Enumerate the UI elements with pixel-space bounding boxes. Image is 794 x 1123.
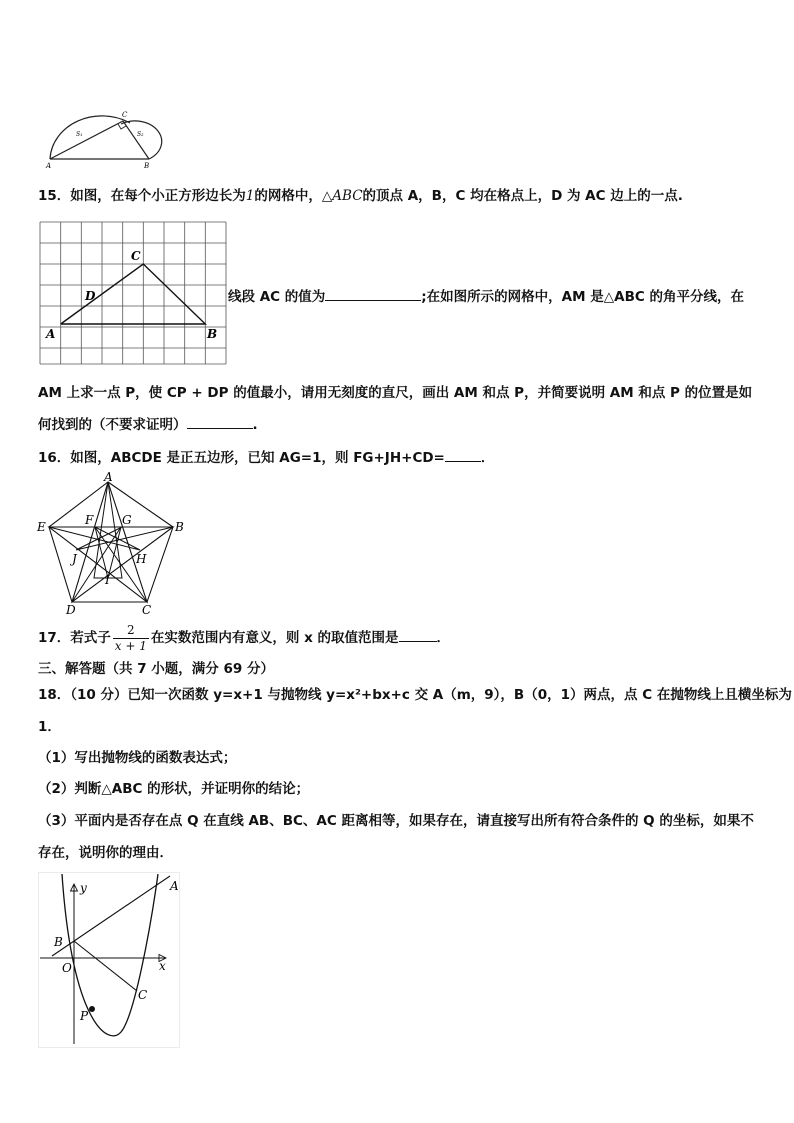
q18-part1: （1）写出抛物线的函数表达式； bbox=[38, 750, 237, 766]
q15-line1: 15．如图，在每个小正方形边长为1的网格中，△ABC的顶点 A，B，C 均在格点上，D 为 AC 边上的一点. bbox=[38, 188, 683, 204]
grid-label-b: B bbox=[207, 327, 218, 341]
answer-blank-q16[interactable] bbox=[445, 447, 481, 462]
q16-text: 16．如图，ABCDE 是正五边形，已知 AG=1，则 FG+JH+CD= ． bbox=[38, 447, 494, 467]
pent-label-j: J bbox=[72, 552, 77, 566]
q18-part3-line1: （3）平面内是否存在点 Q 在直线 AB、BC、AC 距离相等，如果存在，请直接写出所有符合条件的 Q 的坐标，如果不 bbox=[38, 813, 754, 829]
q15-line2: 线段 AC 的值为 ;在如图所示的网格中，AM 是△ABC 的角平分线，在 bbox=[228, 286, 744, 306]
section-heading: 三、解答题（共 7 小题，满分 69 分） bbox=[38, 661, 274, 677]
pent-label-b: B bbox=[175, 520, 184, 534]
q17-fraction: $\frac{2}{x + 1}$ bbox=[114, 622, 147, 653]
q17-text: 17．若式子 $\frac{2}{x + 1}$ 在实数范围内有意义，则 x 的取值范围是 ． bbox=[38, 622, 450, 653]
grid-label-d: D bbox=[85, 289, 96, 303]
fig14-label-c: C bbox=[122, 111, 128, 119]
semicircle-figure bbox=[38, 90, 168, 170]
parabola-figure bbox=[38, 872, 180, 1048]
grid-label-c: C bbox=[131, 249, 141, 263]
q18-line1: 18．（10 分）已知一次函数 y=x+1 与抛物线 y=x²+bx+c 交 A（m，9），B（0，1）两点，点 C 在抛物线上且横坐标为 bbox=[38, 687, 792, 703]
pent-label-e: E bbox=[37, 520, 46, 534]
fig14-label-b: B bbox=[144, 162, 150, 170]
q15-line4: 何找到的（不要求证明） . bbox=[38, 414, 258, 434]
fig14-label-s2: S₂ bbox=[137, 131, 144, 138]
coord-label-c: C bbox=[138, 988, 148, 1002]
coord-label-x: x bbox=[159, 959, 166, 973]
q18-part2: （2）判断△ABC 的形状，并证明你的结论； bbox=[38, 781, 310, 797]
q18-part3-line2: 存在，说明你的理由． bbox=[38, 845, 173, 861]
pent-label-h: H bbox=[136, 552, 147, 566]
coord-label-a: A bbox=[170, 879, 179, 893]
fig14-label-a: A bbox=[46, 162, 52, 170]
answer-blank-q17[interactable] bbox=[399, 623, 437, 642]
coord-label-o: O bbox=[62, 961, 72, 975]
fig14-label-s1: S₁ bbox=[76, 131, 83, 138]
q18-line1-cont: 1． bbox=[38, 719, 61, 735]
pent-label-a: A bbox=[104, 470, 113, 484]
pent-label-i: I bbox=[105, 573, 110, 587]
answer-blank-ac[interactable] bbox=[325, 286, 421, 301]
coord-label-p: P bbox=[80, 1009, 89, 1023]
pent-label-c: C bbox=[142, 603, 152, 616]
coord-label-b: B bbox=[54, 935, 63, 949]
pentagon-figure bbox=[34, 470, 190, 616]
grid-figure bbox=[36, 218, 230, 368]
pent-label-g: G bbox=[122, 513, 132, 527]
coord-label-y: y bbox=[80, 881, 87, 895]
q15-line3: AM 上求一点 P，使 CP + DP 的值最小，请用无刻度的直尺，画出 AM 和点 P，并简要说明 AM 和点 P 的位置是如 bbox=[38, 385, 753, 401]
grid-label-a: A bbox=[46, 327, 56, 341]
pent-label-f: F bbox=[85, 513, 94, 527]
pent-label-d: D bbox=[66, 603, 76, 616]
answer-blank-am[interactable] bbox=[187, 414, 253, 429]
